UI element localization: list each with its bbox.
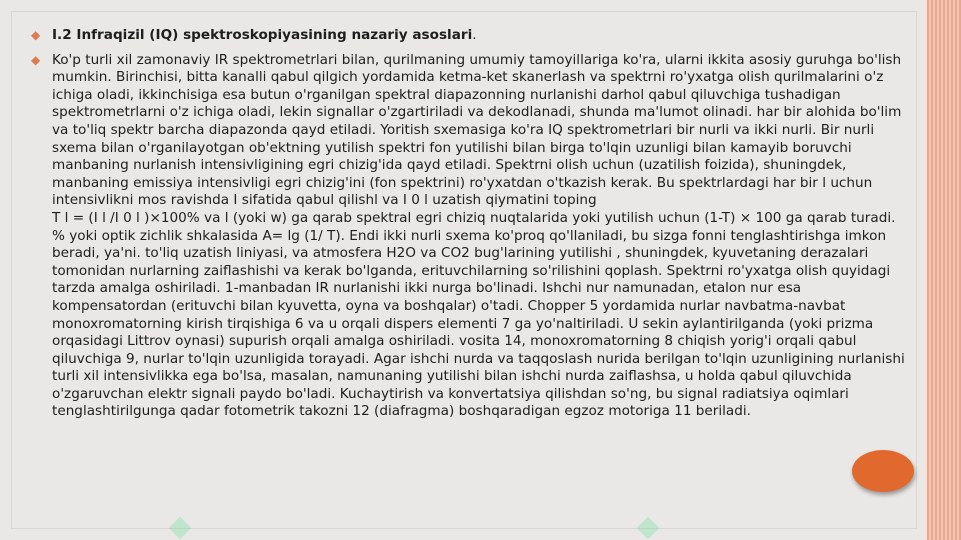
body-paragraph-2: T l = (I l /I 0 l )×100% va l (yoki w) ga qarab spektral egri chiziq nuqtalarida yoki yutilish uchun (1-T) × 100 ga qarab turadi. [52,209,896,226]
bullet-diamond-icon: ◆ [31,52,41,67]
bullet-body [30,52,914,421]
slide-content [30,27,914,421]
body-paragraph-1: Ko'p turli xil zamonaviy IR spektrometrlari bilan, qurilmaning umumiy tamoyillariga ko'ra, ularni ikkita asosiy guruhga bo'lish mumkin. Birinchisi, bitta kanalli qabul qilgich yordamida ketma-ket skanerlash va spektrni ro'yxatga olish qurilmalarini o'z ichiga oladi, ikkinchisiga esa butun o'rganilgan spektral diapazonning nurlanishi darhol qabul qiluvchiga tushadigan spektrometrlarni o'z ichiga oladi, lekin signallar o'zgartiriladi va dekodlanadi, shunda ma'lumot olinadi. har bir alohida bo'lim va to'liq spektr barcha diapazonda qayd etiladi. Yoritish sxemasiga ko'ra IQ spektrometrlari bir nurli va ikki nurli. Bir nurli sxema bilan o'rganilayotgan ob'ektning yutilish spektri fon yutilishi bilan birga to'lqin uzunligi bilan kamayib boruvchi manbaning nurlanish intensivligining egri chizig'ida qayd etiladi. Spektrni olish uchun (uzatilish foizida), shuningdek, manbaning emissiya intensivligi egri chizig'ini (fon spektrini) ro'yxatdan o'tkazish kerak. Bu spektrlardagi har bir l uchun intensivlikni mos ravishda I sifatida qabul qilishl va I 0 l uzatish qiymatini toping [52,51,902,209]
heading-period: . [472,27,477,43]
decorative-stripe-band [927,0,961,540]
section-heading: I.2 Infraqizil (IQ) spektroskopiyasining nazariy asoslari [52,27,473,43]
decorative-orange-circle [852,450,914,492]
watermark-shape: ​ [19,184,141,255]
bullet-diamond-icon: ◆ [31,28,41,42]
body-paragraph-3: % yoki optik zichlik shkalasida A= lg (1/ T). Endi ikki nurli sxema ko'proq qo'llaniladi, bu sizga fonni tenglashtirishga imkon beradi, ya'ni. to'liq uzatish liniyasi, va atmosfera H2O va CO2 bug'larining yutilishi , shuningdek, kyuvetaning derazalari tomonidan nurlarning zaiflashishi va kerak bo'lganda, erituvchilarning so'rilishini qoplash. Spektrni ro'yxatga olish quyidagi tarzda amalga oshiriladi. 1-manbadan IR nurlanishi ikki nurga bo'linadi. Ishchi nur namunadan, etalon nur esa kompensatordan (erituvchi bilan kyuvetta, oyna va boshqalar) o'tadi. Chopper 5 yordamida nurlar navbatma-navbat monoxromatorning kirish tirqishiga 6 va u orqali dispers elementi 7 ga yo'naltiriladi. U sekin aylantirilganda (yoki prizma orqasidagi Littrov oynasi) supurish orqali amalga oshiriladi. vosita 14, monoxromatorning 8 chiqish yorig'i orqali qabul qiluvchiga 9, nurlar to'lqin uzunligida torayadi. Agar ishchi nurda va taqqoslash nurida berilgan to'lqin uzunligining nurlanishi turli xil intensivlikka ega bo'lsa, masalan, namunaning yutilishi bilan ishchi nurda zaiflashsa, u holda qabul qiluvchida o'zgaruvchan elektr signali paydo bo'ladi. Kuchaytirish va konvertatsiya qilishdan so'ng, bu signal radiatsiya oqimlari tenglashtirilgunga qadar fotometrik takozni 12 (diafragma) boshqaradigan egzoz motoriga 11 beriladi. [52,227,905,420]
bullet-heading [30,27,914,45]
